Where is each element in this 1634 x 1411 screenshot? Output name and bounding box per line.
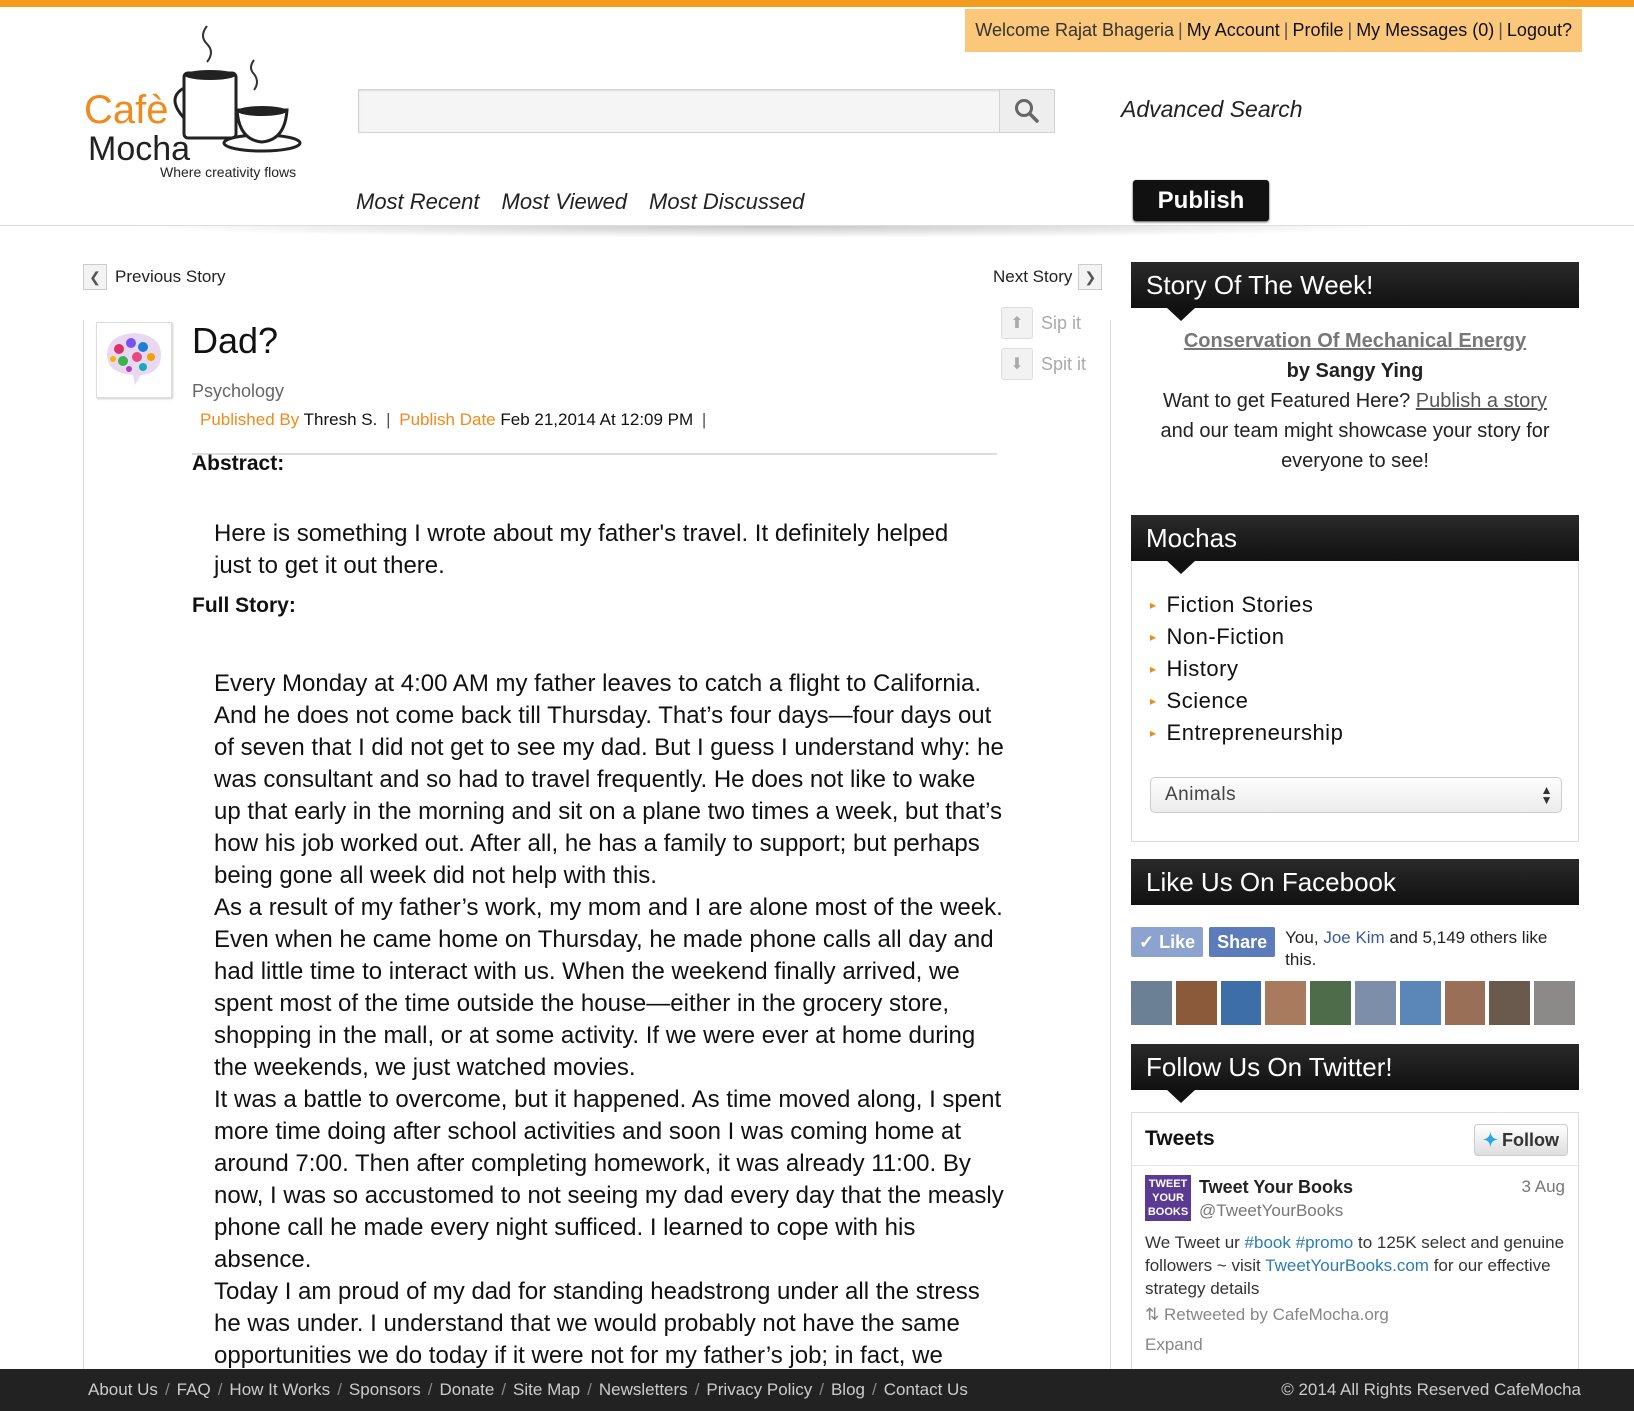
facebook-like-text: You, Joe Kim and 5,149 others like this. [1285,928,1548,969]
nav-most-recent[interactable]: Most Recent [356,189,480,214]
nav-most-viewed[interactable]: Most Viewed [501,189,628,214]
mocha-item[interactable]: ▸ Fiction Stories [1150,589,1343,621]
story-paragraph: It was a battle to overcome, but it happened. As time moved along, I spent more time doing after school activities and soon I was coming home at around 7:00. Then after completing homework, it was already 11:00. By now, I was so accustomed to not seeing my dad every day that the measly phone call he made every night sufficed. I learned to cope with his absence. [214,1086,1004,1273]
tweet-avatar[interactable]: TWEET YOUR BOOKS [1145,1175,1191,1221]
friend-link[interactable]: Joe Kim [1323,928,1385,947]
previous-story-label: Previous Story [115,267,226,286]
tweet-author[interactable]: Tweet Your Books [1199,1177,1354,1197]
footer [0,1369,1634,1411]
spit-it-label: Spit it [1041,353,1087,374]
chevron-left-icon: ❮ [83,264,107,290]
retweet-icon: ⇅ [1145,1305,1160,1324]
story-of-week-body [1131,326,1579,476]
bullet-icon: ▸ [1150,694,1157,708]
story-paragraph: Today I am proud of my dad for standing headstrong under all the stress he was under. I understand that we would probably not have the same opportunities we do today if it were not for my father’s job; in fact, we [214,1278,980,1369]
user-bar: Welcome Rajat Bhageria | My Account | Profile | My Messages (0) | Logout? [965,9,1582,52]
mochas-list [1150,589,1343,749]
site-logo[interactable] [82,18,322,188]
avatar[interactable] [1400,981,1441,1025]
story-meta: Published By Thresh S. | Publish Date Feb 21,2014 At 12:09 PM | [200,410,707,429]
abstract-text: Here is something I wrote about my father's travel. It definitely helped just to get it out there. [214,520,949,579]
hashtag-link[interactable]: #promo [1295,1233,1354,1252]
next-story-link[interactable] [993,264,1102,290]
story-thumbnail [96,322,172,398]
mocha-item[interactable]: ▸ Non-Fiction [1150,621,1343,653]
next-story-label: Next Story [993,267,1073,286]
facebook-widget [1131,859,1579,1025]
facebook-faces [1131,981,1579,1025]
footer-link[interactable]: Privacy Policy [706,1380,813,1399]
footer-link[interactable]: Blog [830,1380,865,1399]
tweets-label: Tweets [1145,1127,1215,1150]
publish-date: Feb 21,2014 At 12:09 PM [500,410,694,429]
full-story-heading: Full Story: [192,594,296,617]
publish-story-link[interactable]: Publish a story [1415,390,1547,412]
mochas-widget [1131,515,1579,842]
sip-it-label: Sip it [1041,312,1082,333]
logo-tagline: Where creativity flows [160,164,297,180]
logout-link[interactable]: Logout? [1506,20,1572,40]
logo-mocha-text: Mocha [88,130,191,168]
published-by-label: Published By [200,410,300,429]
main-nav [356,189,804,215]
footer-link[interactable]: Sponsors [348,1380,421,1399]
tweet-body: We Tweet ur #book #promo to 125K select and genuine followers ~ visit TweetYourBooks.com for our effective strategy details [1145,1233,1565,1298]
twitter-follow-button[interactable]: ✦ Follow [1474,1124,1568,1156]
arrow-up-icon: ⬆ [1001,307,1033,339]
footer-link[interactable]: How It Works [229,1380,331,1399]
avatar[interactable] [1310,981,1351,1025]
bullet-icon: ▸ [1150,598,1157,612]
hashtag-link[interactable]: #book [1244,1233,1291,1252]
retweet-info: ⇅ Retweeted by CafeMocha.org [1145,1305,1389,1324]
footer-link[interactable]: Donate [439,1380,495,1399]
story-of-week-heading: Story Of The Week! [1131,262,1579,308]
featured-tail: and our team might showcase your story for everyone to see! [1160,420,1550,472]
story-content [83,312,1111,1370]
search-bar [358,89,1055,133]
mocha-item[interactable]: ▸ Science [1150,685,1343,717]
select-arrows-icon: ▲ ▼ [1540,783,1553,807]
avatar[interactable] [1131,981,1172,1025]
tweets-timeline [1131,1112,1579,1376]
twitter-bird-icon: ✦ [1482,1129,1498,1150]
tweet-date[interactable]: 3 Aug [1521,1177,1565,1196]
previous-story-link[interactable] [83,264,226,290]
featured-story-link[interactable]: Conservation Of Mechanical Energy [1183,330,1527,352]
story-paragraph: As a result of my father’s work, my mom and I are alone most of the week. Even when he came home on Thursday, he made phone calls all day and had little time to interact with us. When the weekend finally arrived, we spent most of the time outside the house—either in the grocery store, shopping in the mall, or at some activity. If we were ever at home during the weekends, we just watched movies. [214,894,1003,1081]
avatar[interactable] [1176,981,1217,1025]
facebook-heading: Like Us On Facebook [1131,859,1579,905]
facebook-like-button[interactable]: ✓ Like [1131,927,1203,957]
footer-link[interactable]: FAQ [176,1380,211,1399]
welcome-text: Welcome Rajat Bhageria [975,20,1175,40]
avatar[interactable] [1489,981,1530,1025]
avatar[interactable] [1355,981,1396,1025]
bullet-icon: ▸ [1150,630,1157,644]
my-account-link[interactable]: My Account [1186,20,1280,40]
tweet-handle[interactable]: @TweetYourBooks [1199,1201,1344,1220]
arrow-down-icon: ⬇ [1001,348,1033,380]
bullet-icon: ▸ [1150,662,1157,676]
avatar[interactable] [1265,981,1306,1025]
chevron-right-icon: ❯ [1078,264,1102,290]
footer-link[interactable]: Newsletters [598,1380,688,1399]
avatar[interactable] [1445,981,1486,1025]
twitter-heading: Follow Us On Twitter! [1131,1044,1579,1090]
twitter-widget [1131,1044,1579,1376]
story-title: Dad? [192,320,279,361]
search-input[interactable] [359,90,1019,130]
abstract-heading: Abstract: [192,452,285,475]
publish-date-label: Publish Date [399,410,496,429]
footer-link[interactable]: About Us [88,1380,158,1399]
tweet-url-link[interactable]: TweetYourBooks.com [1265,1256,1429,1275]
search-button[interactable] [999,90,1054,132]
story-author[interactable]: Thresh S. [303,410,378,429]
top-accent-bar [0,0,1634,7]
mocha-item[interactable]: ▸ Entrepreneurship [1150,717,1343,749]
my-messages-link[interactable]: My Messages (0) [1356,20,1495,40]
nav-most-discussed[interactable]: Most Discussed [649,189,805,214]
full-story-text [214,668,1004,1372]
avatar[interactable] [1534,981,1575,1025]
profile-link[interactable]: Profile [1292,20,1344,40]
advanced-search-link[interactable]: Advanced Search [1121,96,1303,122]
footer-links: About Us / FAQ / How It Works / Sponsors / Donate / Site Map / Newsletters / Privacy Policy / Blog / Contact Us [88,1380,968,1399]
facebook-share-button[interactable]: Share [1209,927,1275,957]
mochas-heading: Mochas [1131,515,1579,561]
story-paragraph: Every Monday at 4:00 AM my father leaves to catch a flight to California. And he does not come back till Thursday. That’s four days—four days out of seven that I did not get to see my dad. But I guess I understand why: he was consultant and so had to travel frequently. He does not like to wake up that early in the morning and sit on a plane two times a week, but that’s how his job worked out. After all, he has a family to support; but perhaps being gone all week did not help with this. [214,670,1004,889]
expand-link[interactable]: Expand [1145,1335,1203,1354]
footer-link[interactable]: Site Map [513,1380,581,1399]
spit-it-button[interactable] [1001,348,1086,380]
bullet-icon: ▸ [1150,726,1157,740]
publish-button[interactable]: Publish [1133,180,1269,221]
featured-author: by Sangy Ying [1286,360,1424,382]
featured-prompt: Want to get Featured Here? [1163,390,1411,412]
copyright: © 2014 All Rights Reserved CafeMocha [1281,1380,1581,1399]
mocha-item[interactable]: ▸ History [1150,653,1343,685]
footer-link[interactable]: Contact Us [883,1380,968,1399]
search-icon [1014,98,1040,124]
logo-cafe-text: Cafè [84,88,169,132]
meta-divider [192,453,997,455]
avatar[interactable] [1221,981,1262,1025]
brain-speech-bubble-icon [97,323,171,397]
sip-it-button[interactable] [1001,307,1081,339]
story-category[interactable]: Psychology [192,381,285,401]
mocha-category-select[interactable]: Animals ▲ ▼ [1150,777,1562,813]
story-of-week-widget [1131,262,1579,476]
